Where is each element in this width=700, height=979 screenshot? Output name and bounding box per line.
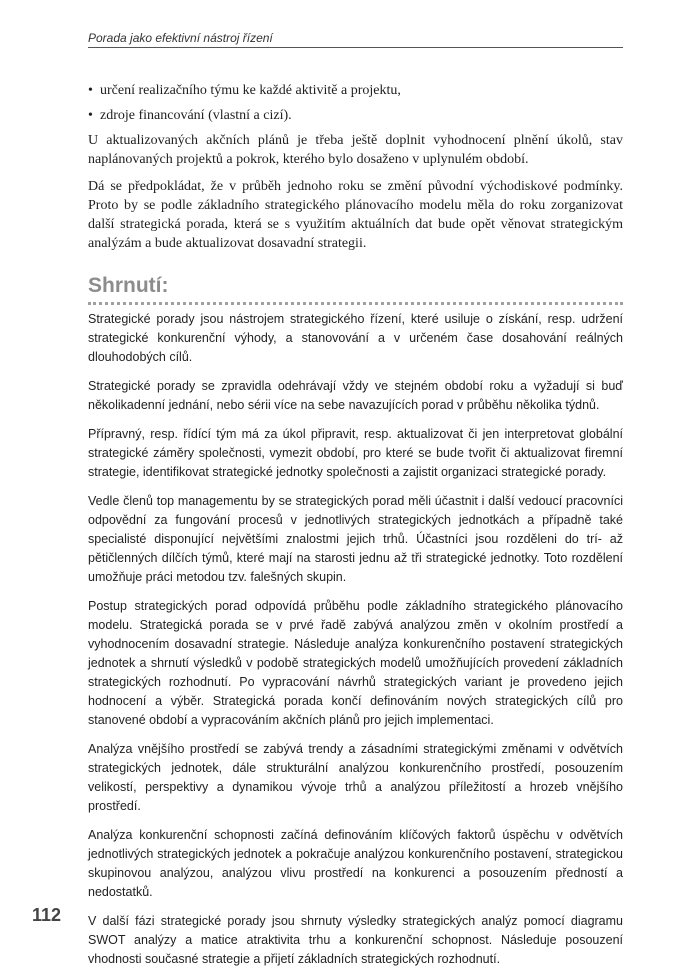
- bullet-list: [88, 80, 623, 127]
- summary-paragraph: Strategické porady se zpravidla odehrávají vždy ve stejném období roku a vyžadují si buď několikadenní jednání, nebo sérii více na sebe navazujících porad v průběhu několika týdnů.: [88, 379, 623, 412]
- list-item: [88, 80, 623, 102]
- bullet-text: určení realizačního týmu ke každé aktivitě a projektu,: [100, 83, 401, 98]
- body-paragraph: Dá se předpokládat, že v průběh jednoho roku se změní původní východiskové podmínky. Proto by se podle základního strategického plánovacího modelu měla do roku zorganizovat další strategická porada, která se s využitím aktuálních dat bude opět věnovat strategickým analýzám a bude aktualizovat dosavadní strategii.: [88, 179, 623, 251]
- summary-paragraph: Vedle členů top managementu by se strategických porad měli účastnit i další vedoucí pracovníci odpovědní za fungování procesů v jednotlivých strategických jednotkách a případně také specialisté disponující největšími znalostmi jejich trhů. Účastníci jsou rozděleni do trí- až pětičlenných dílčích týmů, které mají na starosti jednu až tři strategické jednotky. Toto rozdělení umožňuje práci metodou tzv. falešných skupin.: [88, 494, 623, 584]
- summary-paragraph: Strategické porady jsou nástrojem strategického řízení, které usiluje o získání, resp. udržení strategické konkurenční výhody, a stanovování a v určeném čase dosahování reálných dlouhodobých cílů.: [88, 312, 623, 364]
- summary-paragraph: Postup strategických porad odpovídá průběhu podle základního strategického plánovacího modelu. Strategická porada se v prvé řadě zabývá analýzou změn v okolním prostředí a vyhodnocením dosavadní strategie. Následuje analýza konkurenčního postavení strategických jednotek a shrnutí výsledků v podobě strategických modelů umožňujících provedení základních strategických rozhodnutí. Po vypracování návrhů strategických variant je provedeno jejich hodnocení a výběr. Strategická porada končí definováním nových strategických cílů pro stanovené období a vypracováním akčních plánů pro jejich implementaci.: [88, 599, 623, 727]
- summary-paragraph: Analýza konkurenční schopnosti začíná definováním klíčových faktorů úspěchu v odvětvích jednotlivých strategických jednotek a pokračuje analýzou konkurenčního postavení, strategickou skupinovou analýzou, analýzou vlivu prostředí na konkurenci a posouzením předností a nedostatků.: [88, 828, 623, 899]
- list-item: [88, 105, 623, 127]
- running-header: Porada jako efektivní nástroj řízení: [88, 31, 273, 45]
- bullet-icon: •: [88, 83, 93, 98]
- summary-heading: Shrnutí:: [88, 274, 169, 297]
- bullet-icon: •: [88, 108, 93, 123]
- summary-paragraph: Analýza vnějšího prostředí se zabývá trendy a zásadními strategickými změnami v odvětvích strategických jednotek, dále strukturální analýzou konkurenčního prostředí, posouzením velikostí, perspektivy a dynamikou vývoje trhů a analýzou příležitostí a hrozeb vnějšího prostředí.: [88, 742, 623, 813]
- summary-paragraph: Přípravný, resp. řídící tým má za úkol připravit, resp. aktualizovat či jen interpretovat globální strategické záměry společnosti, vymezit období, pro které se bude tvořit či aktualizovat firemní strategie, identifikovat strategické jednotky společnosti a zajistit organizaci strategické porady.: [88, 427, 623, 479]
- body-paragraph: U aktualizovaných akčních plánů je třeba ještě doplnit vyhodnocení plnění úkolů, stav naplánovaných projektů a pokrok, kterého bylo dosaženo v uplynulém období.: [88, 133, 623, 167]
- header-divider: [88, 47, 623, 48]
- summary-paragraph: V další fázi strategické porady jsou shrnuty výsledky strategických analýz pomocí diagramu SWOT analýzy a matice atraktivita trhu a konkurenční schopnost. Následuje posouzení vhodnosti současné strategie a přijetí základních strategických rozhodnutí.: [88, 914, 623, 966]
- page-number: 112: [32, 905, 62, 925]
- bullet-text: zdroje financování (vlastní a cizí).: [100, 108, 292, 123]
- dotted-divider: [88, 302, 623, 305]
- page-content: [88, 80, 623, 979]
